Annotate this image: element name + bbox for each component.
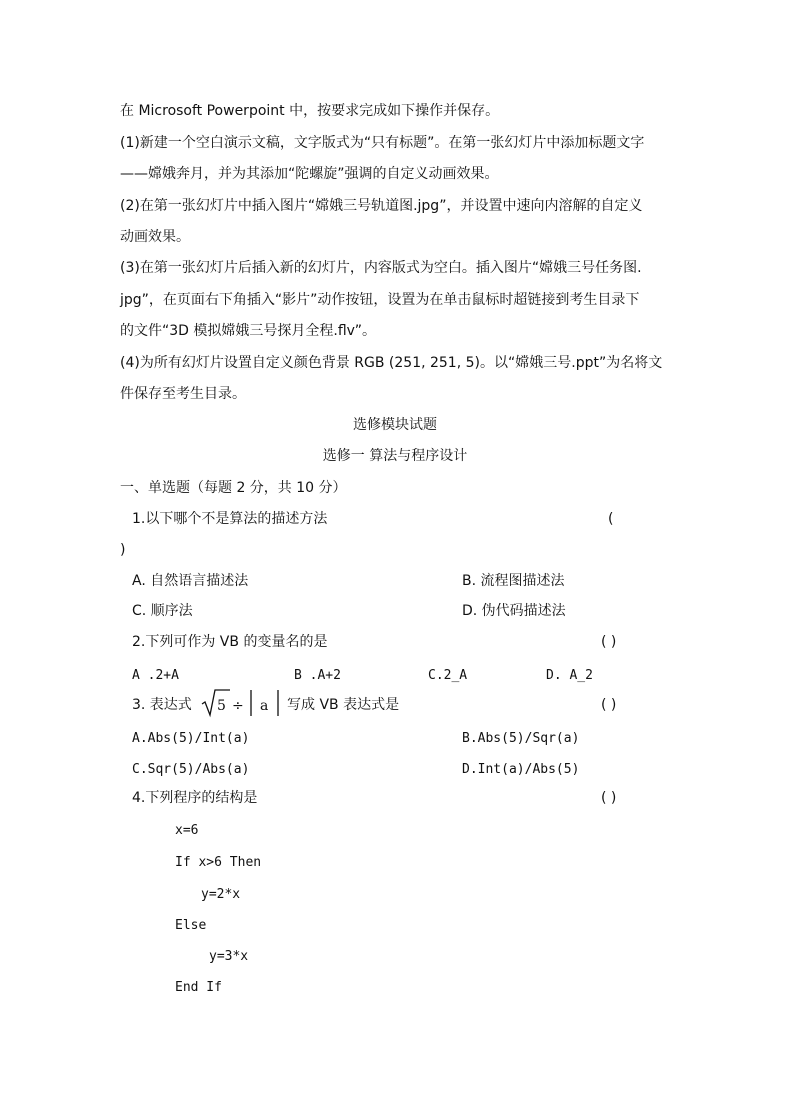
q1-paren-close: ) xyxy=(120,542,126,558)
q1-option-b: B. 流程图描述法 xyxy=(462,573,565,589)
q3-option-d: D.Int(a)/Abs(5) xyxy=(462,762,580,777)
q2-option-c: C.2_A xyxy=(428,668,468,683)
q3-option-c: C.Sqr(5)/Abs(a) xyxy=(132,762,250,777)
q1-option-c: C. 顺序法 xyxy=(132,603,193,619)
intro-item-2: (2)在第一张幻灯片中插入图片“嫦娥三号轨道图.jpg”，并设置中速向内溶解的自定义 xyxy=(120,198,643,214)
code-line: y=3*x xyxy=(209,949,249,964)
intro-item-4: (4)为所有幻灯片设置自定义颜色背景 RGB (251, 251, 5)。以“嫦娥三号.ppt”为名将文 xyxy=(120,355,663,371)
q2-paren: ( ) xyxy=(601,634,617,650)
intro-item-3: (3)在第一张幻灯片后插入新的幻灯片，内容版式为空白。插入图片“嫦娥三号任务图. xyxy=(120,260,642,276)
intro-item-4-cont: 件保存至考生目录。 xyxy=(120,386,246,402)
q2-option-d: D. A_2 xyxy=(546,668,593,683)
code-line: If x>6 Then xyxy=(175,855,262,870)
q1-option-a: A. 自然语言描述法 xyxy=(132,573,249,589)
intro-item-3-cont2: 的文件“3D 模拟嫦娥三号探月全程.flv”。 xyxy=(120,323,376,339)
code-line: End If xyxy=(175,980,222,995)
q4-stem: 4.下列程序的结构是 xyxy=(132,790,258,806)
q3-stem-prefix: 3. 表达式 xyxy=(132,697,192,713)
q3-divide-sign: ÷ xyxy=(232,698,244,714)
q3-stem-suffix: 写成 VB 表达式是 xyxy=(287,697,400,713)
sqrt-symbol-icon xyxy=(201,688,231,718)
section-title: 一、单选题（每题 2 分，共 10 分） xyxy=(120,480,347,496)
q3-option-b: B.Abs(5)/Sqr(a) xyxy=(462,731,580,746)
q3-paren: ( ) xyxy=(601,697,617,713)
q2-option-b: B .A+2 xyxy=(294,668,341,683)
q1-option-d: D. 伪代码描述法 xyxy=(462,603,566,619)
code-line: Else xyxy=(175,918,207,933)
q1-paren-open: ( xyxy=(608,511,614,527)
intro-item-2-cont: 动画效果。 xyxy=(120,229,190,245)
q3-sqrt-arg: 5 xyxy=(217,698,226,714)
intro-line: 在 Microsoft Powerpoint 中，按要求完成如下操作并保存。 xyxy=(120,103,500,119)
q2-option-a: A .2+A xyxy=(132,668,179,683)
intro-item-1: (1)新建一个空白演示文稿，文字版式为“只有标题”。在第一张幻灯片中添加标题文字 xyxy=(120,135,645,151)
q3-abs-arg: a xyxy=(260,698,269,714)
intro-item-3-cont: jpg”，在页面右下角插入“影片”动作按钮，设置为在单击鼠标时超链接到考生目录下 xyxy=(120,292,640,308)
module-subtitle: 选修一 算法与程序设计 xyxy=(322,448,468,464)
q4-paren: ( ) xyxy=(601,790,617,806)
q1-stem: 1.以下哪个不是算法的描述方法 xyxy=(132,511,328,527)
code-line: y=2*x xyxy=(201,887,241,902)
q2-stem: 2.下列可作为 VB 的变量名的是 xyxy=(132,634,328,650)
code-line: x=6 xyxy=(175,823,199,838)
q3-option-a: A.Abs(5)/Int(a) xyxy=(132,731,250,746)
intro-item-1-cont: ——嫦娥奔月，并为其添加“陀螺旋”强调的自定义动画效果。 xyxy=(120,166,499,182)
module-title: 选修模块试题 xyxy=(353,417,437,433)
